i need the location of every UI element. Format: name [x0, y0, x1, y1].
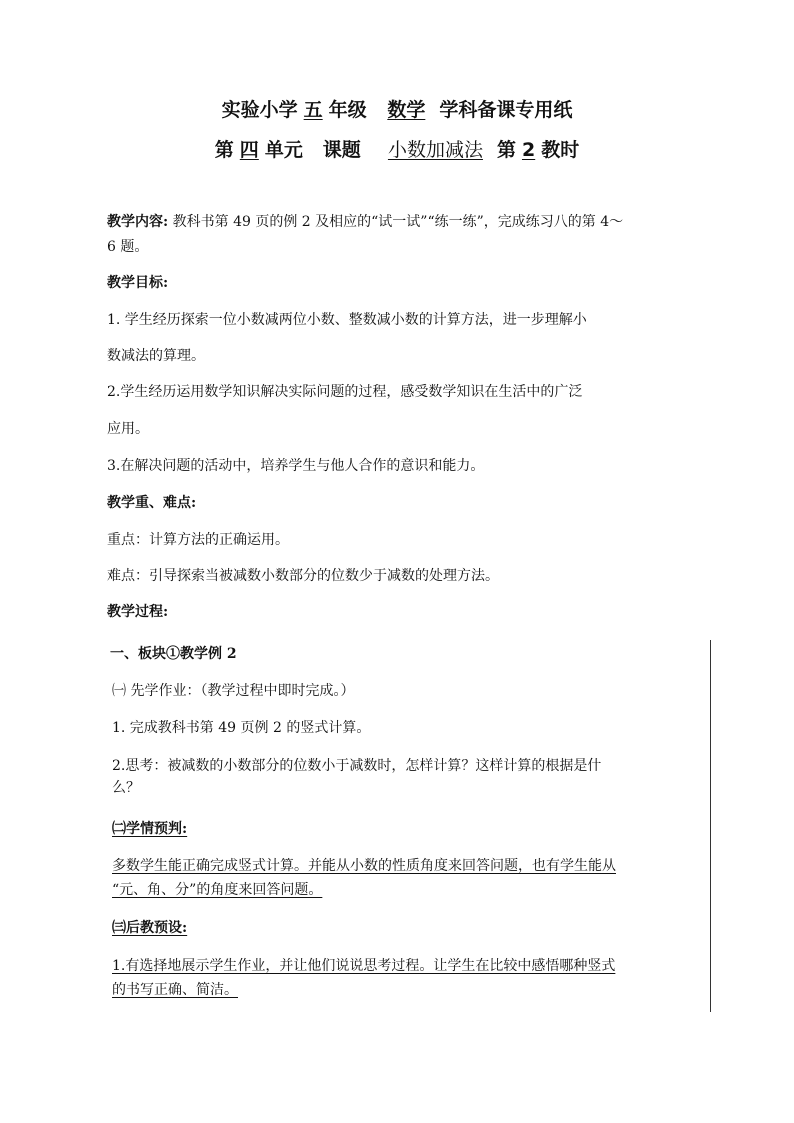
unit-prefix: 第	[214, 139, 234, 161]
pre-study-item-2-cont: 么？	[112, 780, 140, 796]
pre-study-heading: ㈠ 先学作业：（教学过程中即时完成。）	[112, 683, 355, 699]
topic-field: 小数加减法	[387, 139, 483, 161]
learning-prediction-text: 多数学生能正确完成竖式计算。并能从小数的性质角度来回答问题，也有学生能从	[112, 858, 616, 874]
teaching-content-cont: 6 题。	[107, 239, 149, 255]
process-heading: 教学过程:	[107, 604, 169, 620]
unit-suffix: 单元	[264, 139, 303, 161]
teaching-content-line	[107, 212, 623, 232]
pre-study-item-1: 1. 完成教科书第 49 页例 2 的竖式计算。	[112, 720, 371, 736]
goal-2-cont: 应用。	[107, 421, 149, 437]
goal-2: 2.学生经历运用数学知识解决实际问题的过程，感受数学知识在生活中的广泛	[107, 384, 583, 400]
key-point: 重点：计算方法的正确运用。	[107, 532, 289, 548]
goals-heading: 教学目标:	[107, 275, 169, 291]
lesson-header	[0, 135, 794, 162]
goal-3: 3.在解决问题的活动中，培养学生与他人合作的意识和能力。	[107, 458, 485, 474]
margin-rule	[710, 640, 711, 1012]
grade-suffix: 年级	[328, 99, 367, 121]
post-teaching-text-cont: 的书写正确、简洁。	[112, 982, 238, 998]
teaching-content-label: 教学内容:	[107, 214, 169, 230]
lesson-number-field: 2	[521, 139, 536, 161]
lesson-prefix: 第	[496, 139, 516, 161]
page-title	[0, 95, 794, 122]
section-1-title: 一、板块①教学例 2	[110, 646, 237, 662]
difficult-point: 难点：引导探索当被减数小数部分的位数少于减数的处理方法。	[107, 568, 499, 584]
subject-field: 数学	[387, 99, 426, 121]
unit-number-field: 四	[239, 139, 259, 161]
key-points-heading: 教学重、难点:	[107, 495, 197, 511]
grade-field: 五	[303, 99, 323, 121]
teaching-content-text: 教科书第 49 页的例 2 及相应的“试一试”“练一练”，完成练习八的第 4～	[168, 214, 624, 230]
school-name: 实验小学	[221, 99, 298, 121]
topic-label: 课题	[322, 139, 361, 161]
lesson-suffix: 教时	[541, 139, 580, 161]
pre-study-item-2: 2.思考：被减数的小数部分的位数小于减数时，怎样计算？这样计算的根据是什	[112, 758, 602, 774]
post-teaching-heading: ㈢后教预设:	[112, 920, 188, 936]
learning-prediction-text-cont: “元、角、分”的角度来回答问题。	[112, 882, 323, 898]
goal-1: 1. 学生经历探索一位小数减两位小数、整数减小数的计算方法，进一步理解小	[107, 312, 587, 328]
goal-1-cont: 数减法的算理。	[107, 348, 205, 364]
learning-prediction-heading: ㈡学情预判:	[112, 821, 188, 837]
title-suffix: 学科备课专用纸	[439, 99, 573, 121]
post-teaching-text: 1.有选择地展示学生作业，并让他们说说思考过程。让学生在比较中感悟哪种竖式	[112, 958, 616, 974]
